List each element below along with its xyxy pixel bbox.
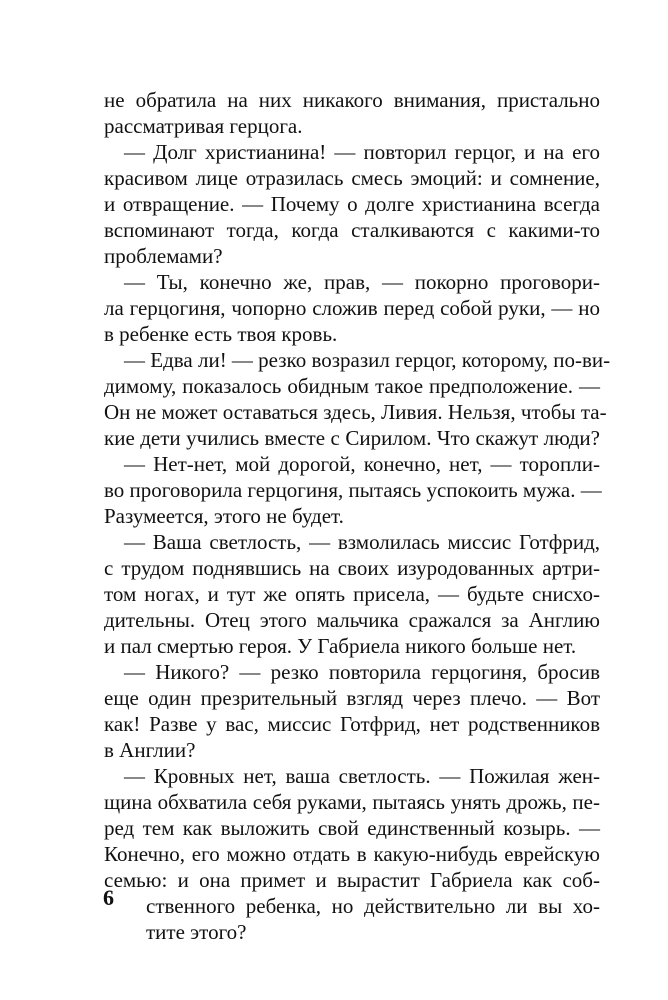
text-line: кие дети учились вместе с Сирилом. Что скажут люди?: [104, 426, 600, 450]
text-line: — Едва ли! — резко возразил герцог, которому, по-ви-: [124, 348, 611, 372]
text-line: — Нет-нет, мой дорогой, конечно, нет, — торопли-: [124, 452, 600, 476]
text-line: красивом лице отразилась смесь эмоций: и сомнение,: [104, 166, 600, 190]
text-line: проблемами?: [104, 244, 223, 268]
text-line: щина обхватила себя руками, пытаясь унять дрожь, пе-: [104, 790, 600, 814]
text-line: еще один презрительный взгляд через плечо. — Вот: [104, 686, 600, 710]
text-line: в ребенке есть твоя кровь.: [104, 322, 338, 346]
text-line: том ногах, и тут же опять присела, — будьте снисхо-: [104, 582, 600, 606]
text-line: как! Разве у вас, миссис Готфрид, нет родственников: [104, 712, 600, 736]
text-line: в Англии?: [104, 738, 196, 762]
text-line: вспоминают тогда, когда сталкиваются с какими-то: [104, 218, 600, 242]
text-line: — Ты, конечно же, прав, — покорно проговори-: [124, 270, 600, 294]
text-line: ственного ребенка, но действительно ли вы хо-: [146, 894, 600, 918]
text-line: с трудом поднявшись на своих изуродованных артри-: [104, 556, 600, 580]
text-line: дительны. Отец этого мальчика сражался за Англию: [104, 608, 600, 632]
text-line: семью: и она примет и вырастит Габриела как соб-: [104, 868, 600, 892]
text-line: рассматривая герцога.: [104, 114, 303, 138]
text-line: Он не может оставаться здесь, Ливия. Нельзя, чтобы та-: [104, 400, 607, 424]
text-line: — Долг христианина! — повторил герцог, и на его: [124, 140, 600, 164]
text-line: тите этого?: [146, 920, 247, 944]
text-line: — Кровных нет, ваша светлость. — Пожилая жен-: [124, 764, 600, 788]
text-line: Конечно, его можно отдать в какую-нибудь еврейскую: [104, 842, 600, 866]
text-line: димому, показалось обидным такое предположение. —: [104, 374, 600, 398]
text-line: — Ваша светлость, — взмолилась миссис Готфрид,: [124, 530, 600, 554]
page-number: 6: [103, 885, 114, 910]
text-line: и отвращение. — Почему о долге христианина всегда: [104, 192, 600, 216]
text-line: не обратила на них никакого внимания, пристально: [104, 88, 600, 112]
text-line: ла герцогиня, чопорно сложив перед собой руки, — но: [104, 296, 600, 320]
text-line: и пал смертью героя. У Габриела никого больше нет.: [104, 634, 577, 658]
text-line: во проговорила герцогиня, пытаясь успокоить мужа. —: [104, 478, 602, 502]
text-line: ред тем как выложить свой единственный козырь. —: [104, 816, 600, 840]
text-line: — Никого? — резко повторила герцогиня, бросив: [124, 660, 600, 684]
text-line: Разумеется, этого не будет.: [104, 504, 344, 528]
